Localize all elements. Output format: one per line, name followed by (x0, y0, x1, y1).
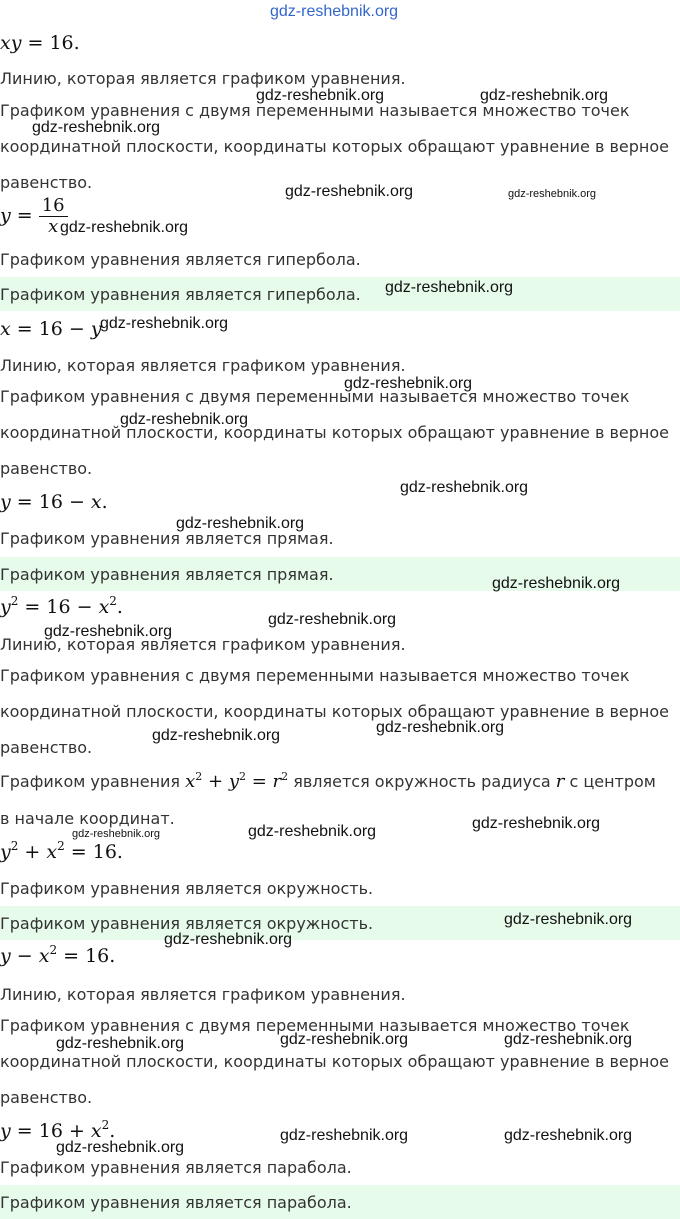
watermark: gdz-reshebnik.org (280, 1127, 409, 1144)
intro-text: Линию, которая является графиком уравнения. (0, 356, 406, 375)
watermark: gdz-reshebnik.org (285, 183, 414, 200)
answer-text: Графиком уравнения является гипербола. (0, 285, 361, 304)
watermark: gdz-reshebnik.org (376, 719, 505, 736)
definition-line: равенство. (0, 459, 93, 478)
watermark: gdz-reshebnik.org (60, 219, 189, 236)
conclusion-text: Графиком уравнения является гипербола. (0, 250, 361, 269)
answer-text: Графиком уравнения является прямая. (0, 565, 334, 584)
watermark: gdz-reshebnik.org (164, 931, 293, 948)
equation-3: $y^2 = 16 - x^2$. (0, 594, 123, 618)
watermark: gdz-reshebnik.org (472, 815, 601, 832)
watermark: gdz-reshebnik.org (44, 623, 173, 640)
definition-line: Графиком уравнения с двумя переменными называется множество точек (0, 101, 630, 120)
definition-line: координатной плоскости, координаты которых обращают уравнение в верное (0, 423, 670, 442)
solved-equation-4: $y = 16 + x^2$. (0, 1118, 116, 1142)
watermark: gdz-reshebnik.org (256, 87, 385, 104)
watermark: gdz-reshebnik.org (152, 727, 281, 744)
watermark: gdz-reshebnik.org (385, 279, 514, 296)
circle-def-text: является окружность радиуса (288, 772, 556, 791)
answer-text: Графиком уравнения является парабола. (0, 1193, 352, 1212)
definition-line: координатной плоскости, координаты которых обращают уравнение в верное (0, 137, 670, 156)
intro-text: Линию, которая является графиком уравнения. (0, 985, 406, 1004)
definition-line: Графиком уравнения с двумя переменными называется множество точек (0, 1016, 630, 1035)
watermark: gdz-reshebnik.org (492, 575, 621, 592)
watermark: gdz-reshebnik.org (268, 611, 397, 628)
watermark: gdz-reshebnik.org (508, 188, 597, 200)
solved-equation-1: y = $\frac{16}{x}$ (0, 196, 68, 237)
definition-line: равенство. (0, 738, 93, 757)
watermark: gdz-reshebnik.org (480, 87, 609, 104)
conclusion-text: Графиком уравнения является парабола. (0, 1158, 352, 1177)
definition-line: координатной плоскости, координаты которых обращают уравнение в верное (0, 702, 670, 721)
watermark: gdz-reshebnik.org (504, 1031, 633, 1048)
solved-equation-2: y = 16 − x. (0, 491, 108, 513)
definition-line: Графиком уравнения с двумя переменными называется множество точек (0, 666, 630, 685)
conclusion-text: Графиком уравнения является прямая. (0, 529, 334, 548)
circle-formula: $x^2 + y^2 = r^2$ (185, 770, 289, 792)
intro-text: Линию, которая является графиком уравнения. (0, 635, 406, 654)
definition-line: равенство. (0, 1088, 93, 1107)
circle-def-text: с центром (564, 772, 656, 791)
watermark: gdz-reshebnik.org (504, 1127, 633, 1144)
equation-4: $y - x^2 = 16$. (0, 943, 116, 967)
circle-definition-line2: в начале координат. (0, 809, 175, 828)
watermark: gdz-reshebnik.org (100, 315, 229, 332)
fraction-numerator: 16 (39, 196, 68, 217)
answer-box (0, 1185, 680, 1219)
circle-def-text: Графиком уравнения (0, 772, 186, 791)
answer-text: Графиком уравнения является окружность. (0, 914, 374, 933)
watermark: gdz-reshebnik.org (176, 515, 305, 532)
watermark: gdz-reshebnik.org (280, 1031, 409, 1048)
watermark: gdz-reshebnik.org (56, 1035, 185, 1052)
circle-definition (0, 772, 656, 792)
answer-box (0, 277, 680, 311)
definition-line: равенство. (0, 173, 93, 192)
watermark: gdz-reshebnik.org (504, 911, 633, 928)
watermark: gdz-reshebnik.org (72, 828, 161, 840)
radius-symbol: r (555, 771, 565, 792)
definition-line: координатной плоскости, координаты которых обращают уравнение в верное (0, 1052, 670, 1071)
watermark: gdz-reshebnik.org (120, 411, 249, 428)
watermark: gdz-reshebnik.org (56, 1139, 185, 1156)
equation-1: xy = 16. (0, 32, 80, 54)
watermark: gdz-reshebnik.org (344, 375, 473, 392)
equation-2: x = 16 − y (0, 318, 102, 340)
conclusion-text: Графиком уравнения является окружность. (0, 879, 374, 898)
intro-text: Линию, которая является графиком уравнения. (0, 69, 406, 88)
fraction-denominator: x (48, 216, 59, 237)
watermark: gdz-reshebnik.org (32, 119, 161, 136)
solved-equation-3: $y^2 + x^2 = 16$. (0, 839, 123, 863)
definition-line: Графиком уравнения с двумя переменными называется множество точек (0, 387, 630, 406)
watermark: gdz-reshebnik.org (248, 823, 377, 840)
watermark: gdz-reshebnik.org (270, 3, 399, 20)
watermark: gdz-reshebnik.org (400, 479, 529, 496)
